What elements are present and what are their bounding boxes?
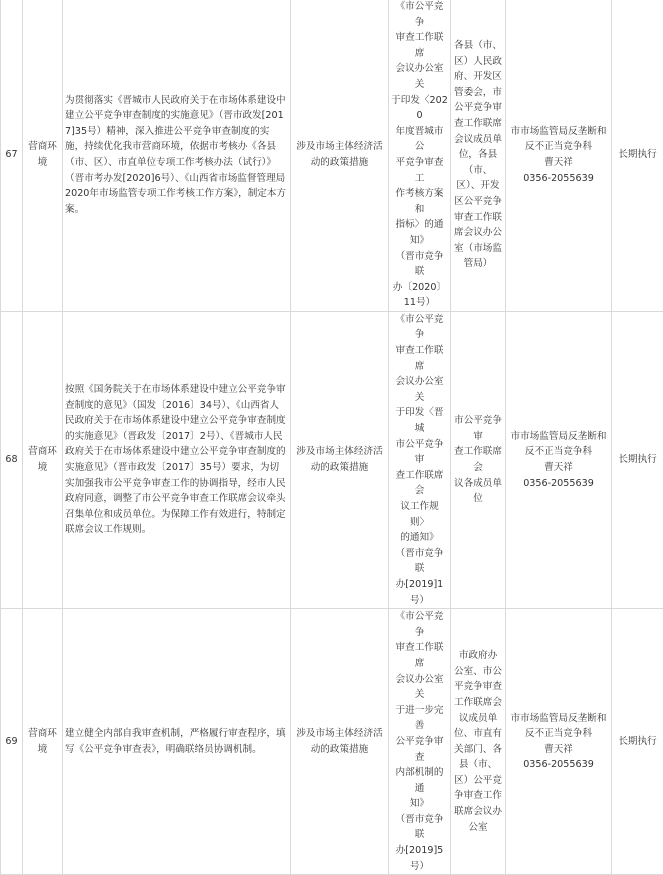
table-row: [1, 311, 663, 608]
category-cell: 营商环境: [23, 0, 63, 311]
scope-cell: 涉及市场主体经济活动的政策措施: [291, 0, 389, 311]
basis-cell: 建立健全内部自我审查机制，严格履行审查程序，填写《公平竞争审查表》，明确联络员协调机制。: [63, 609, 291, 875]
contact-cell: 市市场监管局反垄断和 反不正当竞争科 曹天祥 0356-2055639: [506, 311, 612, 608]
unit-cell: 市政府办 公室、市公 平竞争审查 工作联席会 议成员单 位、市直有 关部门、各 县（市、 区）公平竞 争审查工作 联席会议办 公室: [451, 609, 506, 875]
row-number: 69: [1, 609, 23, 875]
basis-cell: 按照《国务院关于在市场体系建设中建立公平竞争审查制度的意见》（国发〔2016〕34号）、《山西省人民政府关于在市场体系建设中建立公平竞争审查制度的实施意见》（晋政发〔2017〕2号）、《晋城市人民政府关于在市场体系建设中建立公平竞争审查制度的实施意见》（晋市政发〔2017〕35号）要求，为切实加强我市公平竞争审查工作的协调指导，经市人民政府同意，调整了市公平竞争审查工作联席会议牵头召集单位和成员单位。为保障工作有效进行，特制定联席会议工作规则。: [63, 311, 291, 608]
term-cell: 长期执行: [612, 609, 663, 875]
contact-cell: 市市场监管局反垄断和 反不正当竞争科 曹天祥 0356-2055639: [506, 609, 612, 875]
unit-cell: 各县（市、 区）人民政 府、开发区 管委会，市 公平竞争审 查工作联席 会议成员单 位，各县 （市、 区）、开发 区公平竞争 审查工作联 席会议办公 室（市场监 管局）: [451, 0, 506, 311]
row-number: 67: [1, 0, 23, 311]
contact-cell: 市市场监管局反垄断和 反不正当竞争科 曹天祥 0356-2055639: [506, 0, 612, 311]
category-cell: 营商环境: [23, 311, 63, 608]
scope-cell: 涉及市场主体经济活动的政策措施: [291, 609, 389, 875]
table-row: [1, 0, 663, 311]
scope-cell: 涉及市场主体经济活动的政策措施: [291, 311, 389, 608]
unit-cell: 市公平竞争审 查工作联席会 议各成员单位: [451, 311, 506, 608]
term-cell: 长期执行: [612, 311, 663, 608]
row-number: 68: [1, 311, 23, 608]
document-cell: 《市公平竞争 审查工作联席 会议办公室关 于印发〈2020 年度晋城市公 平竞争审查工 作考核方案和 指标〉的通 知》 （晋市竞争联 办〔2020〕 11号）: [389, 0, 451, 311]
category-cell: 营商环境: [23, 609, 63, 875]
term-cell: 长期执行: [612, 0, 663, 311]
document-cell: 《市公平竞争 审查工作联席 会议办公室关 于印发〈晋城 市公平竞争审 查工作联席会 议工作规则〉 的通知》 （晋市竞争联 办[2019]1 号）: [389, 311, 451, 608]
table-row: [1, 609, 663, 875]
document-cell: 《市公平竞争 审查工作联席 会议办公室关 于进一步完善 公平竞争审查 内部机制的通 知》 （晋市竞争联 办[2019]5 号）: [389, 609, 451, 875]
basis-cell: 为贯彻落实《晋城市人民政府关于在市场体系建设中建立公平竞争审查制度的实施意见》（晋市政发[2017]35号）精神，深入推进公平竞争审查制度的实施，持续优化我市营商环境，依据市考核办《各县（市、区）、市直单位专项工作考核办法（试行）》（晋市考办发[2020]6号）、《山西省市场监督管理局2020年市场监管专项工作考核工作方案》，制定本方案。: [63, 0, 291, 311]
